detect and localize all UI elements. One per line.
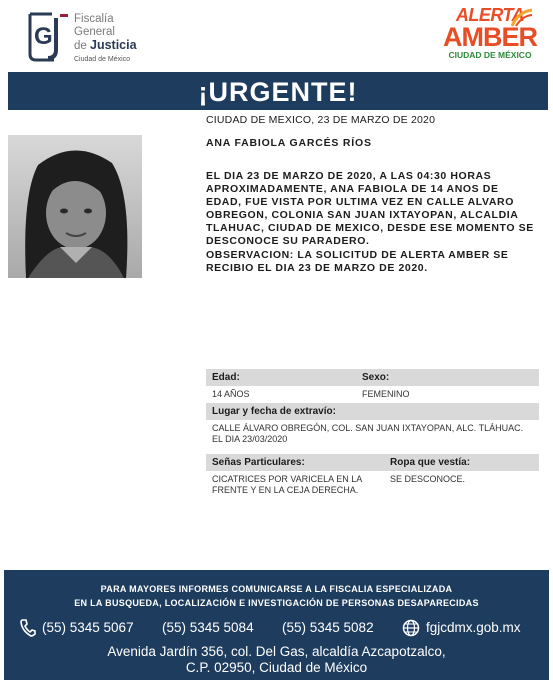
marks-clothes-header-row — [206, 454, 539, 471]
phone-icon — [20, 619, 36, 637]
header — [0, 0, 553, 72]
age-label: Edad: — [212, 372, 240, 383]
address-line1: Avenida Jardín 356, col. Del Gas, alcaldía Azcapotzalco, — [107, 644, 446, 659]
org-line1: Fiscalía — [74, 13, 114, 25]
footer-info-line2: EN LA BUSQUEDA, LOCALIZACIÓN E INVESTIGACIÓN DE PERSONAS DESAPARECIDAS — [74, 598, 479, 608]
notice-date: CIUDAD DE MEXICO, 23 DE MARZO DE 2020 — [206, 114, 436, 126]
place-label: Lugar y fecha de extravío: — [212, 406, 336, 417]
sex-label: Sexo: — [362, 372, 390, 383]
org-line2: General — [74, 26, 115, 38]
org-name — [74, 13, 137, 64]
amber-line1: ALERTA — [455, 5, 525, 25]
contact-row — [20, 619, 540, 637]
svg-text:G: G — [34, 23, 53, 50]
marks-value: CICATRICES POR VARICELA EN LA FRENTE Y EN LA CEJA DERECHA. — [212, 474, 362, 495]
phone-number-1[interactable]: (55) 5345 5067 — [42, 620, 134, 635]
age-sex-header-row — [206, 369, 539, 386]
details-table — [206, 369, 539, 501]
notice-observation: OBSERVACION: LA SOLICITUD DE ALERTA AMBER SE RECIBIO EL DIA 23 DE MARZO DE 2020. — [206, 249, 509, 274]
website-link[interactable]: fgjcdmx.gob.mx — [426, 620, 521, 635]
place-value: CALLE ÁLVARO OBREGÓN, COL. SAN JUAN IXTAYOPAN, ALC. TLÁHUAC. EL DIA 23/03/2020 — [212, 423, 524, 444]
marks-label: Señas Particulares: — [212, 457, 305, 468]
address — [4, 644, 549, 676]
footer — [4, 570, 549, 680]
org-line3-bold: Justicia — [90, 38, 137, 52]
footer-info — [4, 582, 549, 610]
globe-icon — [402, 619, 420, 637]
clothes-value: SE DESCONOCE. — [390, 474, 466, 484]
marks-clothes-value-row — [206, 471, 539, 501]
notice-description: EL DIA 23 DE MARZO DE 2020, A LAS 04:30 HORAS APROXIMADAMENTE, ANA FABIOLA DE 14 ANOS DE EDAD, FUE VISTA POR ULTIMA VEZ EN CALLE ALVARO OBREGON, COLONIA SAN JUAN IXTAYOPAN, ALCALDIA TLAHUAC, CIUDAD DE MEXICO, DESDE ESE MOMENTO SE DESCONOCE SU PARADERO. — [206, 170, 534, 247]
age-value: 14 AÑOS — [212, 389, 250, 399]
missing-person-name: ANA FABIOLA GARCÉS RÍOS — [206, 137, 372, 149]
org-line3-prefix: de — [74, 40, 87, 52]
missing-person-photo — [8, 135, 142, 278]
org-city: Ciudad de México — [74, 56, 131, 63]
alerta-amber-logo — [440, 6, 540, 66]
amber-swoosh-icon — [510, 8, 534, 28]
amber-line2: AMBER — [443, 22, 537, 52]
clothes-label: Ropa que vestía: — [390, 457, 471, 468]
fgj-logo-icon — [26, 10, 72, 64]
phone-number-2[interactable]: (55) 5345 5084 — [162, 620, 254, 635]
footer-info-line1: PARA MAYORES INFORMES COMUNICARSE A LA FISCALIA ESPECIALIZADA — [100, 584, 453, 594]
amber-line3: CIUDAD DE MÉXICO — [448, 50, 532, 60]
urgent-banner: ¡URGENTE! — [8, 72, 548, 110]
address-line2: C.P. 02950, Ciudad de México — [185, 660, 368, 675]
place-header-row — [206, 403, 539, 420]
age-sex-value-row — [206, 386, 539, 403]
sex-value: FEMENINO — [362, 389, 410, 399]
phone-number-3[interactable]: (55) 5345 5082 — [282, 620, 374, 635]
